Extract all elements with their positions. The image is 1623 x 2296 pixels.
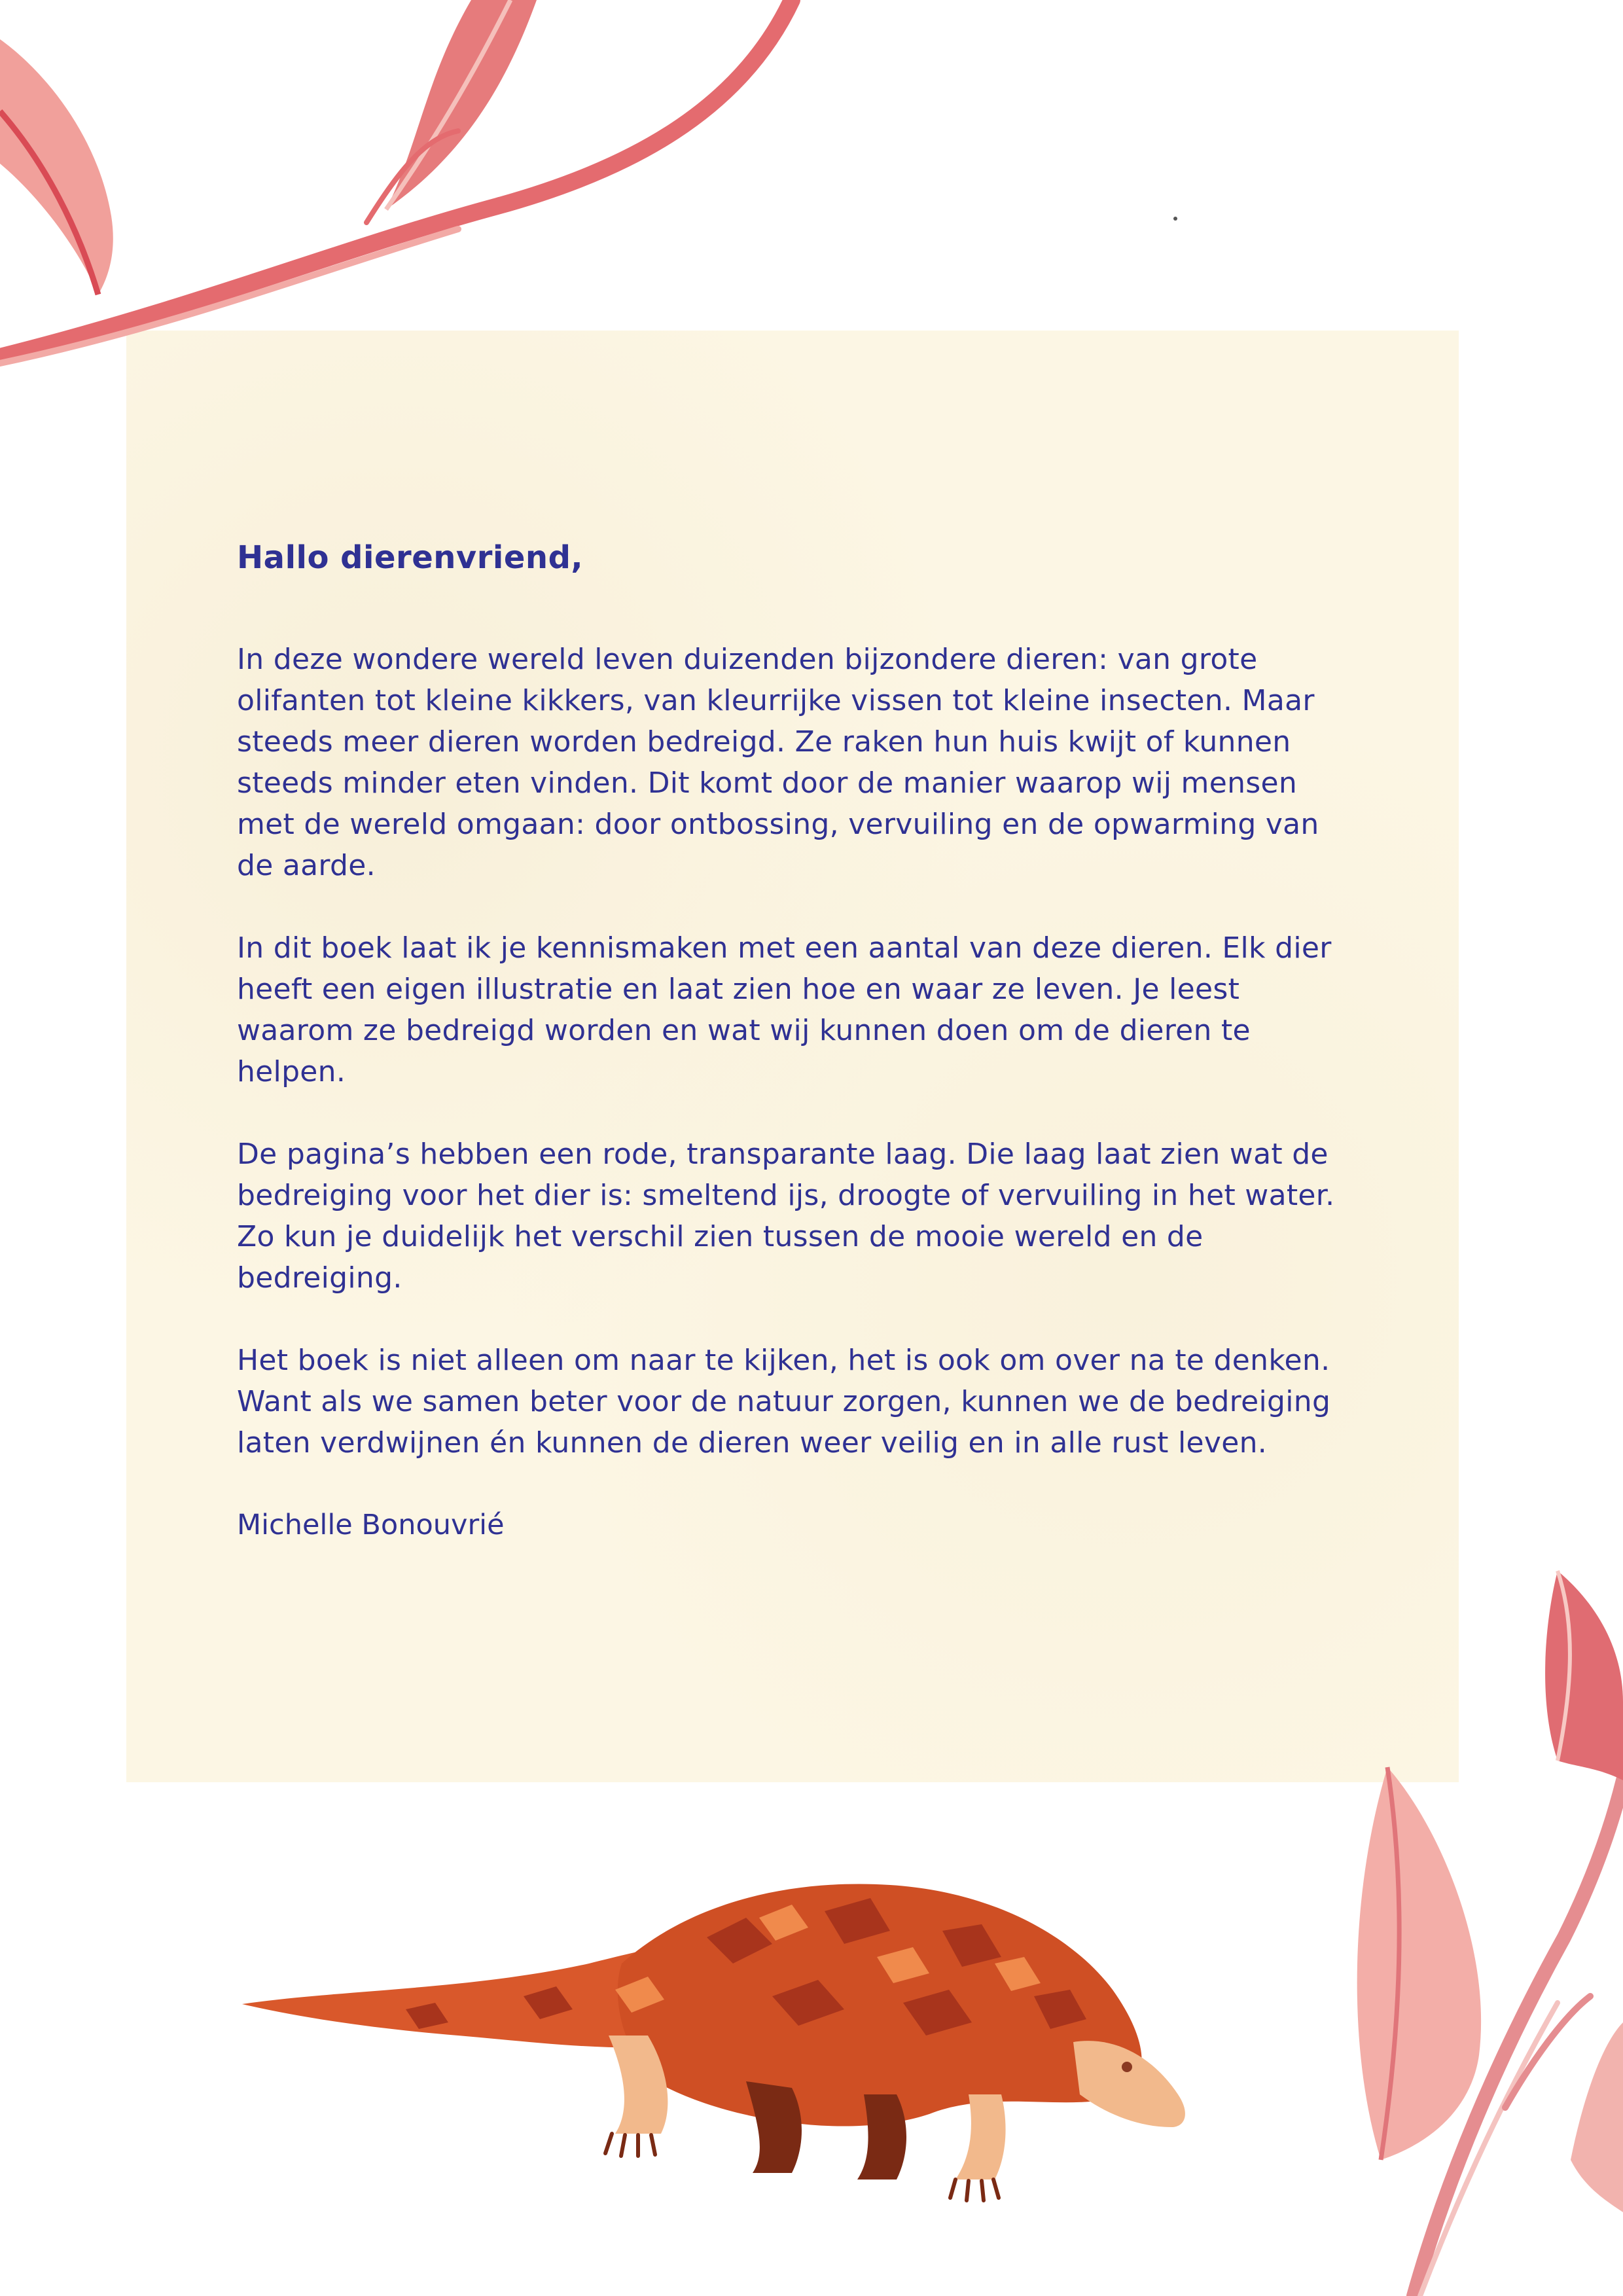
letter-content xyxy=(237,537,1363,1546)
letter-paragraph-4: Het boek is niet alleen om naar te kijken, het is ook om over na te denken. Want als we samen beter voor de natuur zorgen, kunnen we de bedreiging laten verdwijnen én kunnen de dieren weer veilig en in alle rust leven. xyxy=(237,1344,1331,1460)
top-left-branch-illustration xyxy=(0,0,792,363)
letter-signature: Michelle Bonouvrié xyxy=(237,1509,505,1541)
speck-dot xyxy=(1173,217,1177,221)
bottom-right-branch-illustration xyxy=(1357,1571,1623,2296)
pangolin-illustration xyxy=(242,1884,1185,2201)
letter-paragraph-1: In deze wondere wereld leven duizenden bijzondere dieren: van grote olifanten tot kleine kikkers, van kleurrijke vissen tot kleine insecten. Maar steeds meer dieren worden bedreigd. Ze raken hun huis kwijt of kunnen steeds minder eten vinden. Dit komt door de manier waarop wij mensen met de wereld omgaan: door ontbossing, vervuiling en de opwarming van de aarde. xyxy=(237,643,1319,882)
letter-paragraph-3: De pagina’s hebben een rode, transparante laag. Die laag laat zien wat de bedreiging voor het dier is: smeltend ijs, droogte of vervuiling in het water. Zo kun je duidelijk het verschil zien tussen de mooie wereld en de bedreiging. xyxy=(237,1138,1335,1295)
letter-greeting: Hallo dierenvriend, xyxy=(237,539,584,576)
letter-paragraph-2: In dit boek laat ik je kennismaken met een aantal van deze dieren. Elk dier heeft een eigen illustratie en laat zien hoe en waar ze leven. Je leest waarom ze bedreigd worden en wat wij kunnen doen om de dieren te helpen. xyxy=(237,931,1332,1088)
